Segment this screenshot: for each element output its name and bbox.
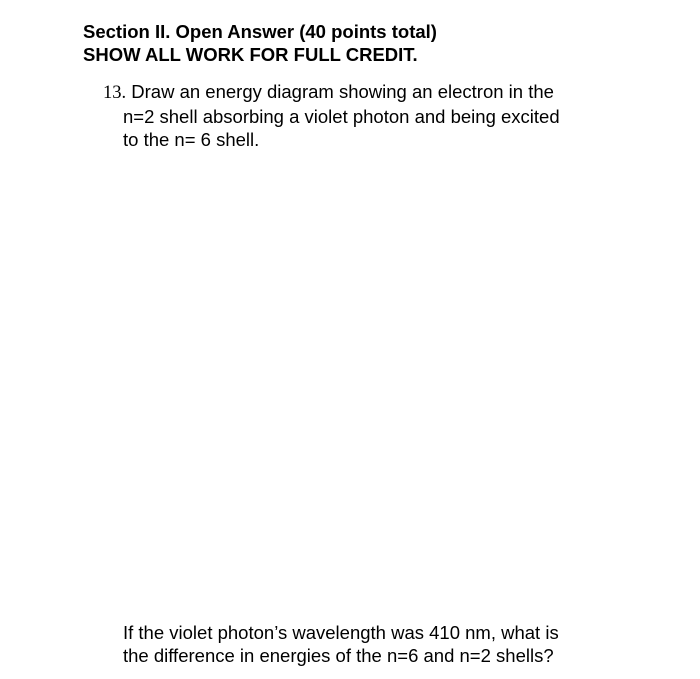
question-text-line-3: to the n= 6 shell. [123,129,260,150]
question-13 [103,80,663,151]
section-instruction: SHOW ALL WORK FOR FULL CREDIT. [83,44,418,65]
followup-question [123,621,663,667]
section-title: Section II. Open Answer (40 points total) [83,21,437,42]
followup-line-2: the difference in energies of the n=6 and n=2 shells? [123,645,554,666]
question-line-3 [103,128,663,151]
section-header [83,20,437,66]
answer-space[interactable] [83,160,663,600]
question-text-line-1: Draw an energy diagram showing an electron in the [131,81,554,102]
question-line-2 [103,105,663,128]
question-line-1 [103,80,663,105]
question-text-line-2: n=2 shell absorbing a violet photon and being excited [123,106,560,127]
question-number: 13. [103,83,127,103]
followup-line-1: If the violet photon’s wavelength was 410 nm, what is [123,622,559,643]
